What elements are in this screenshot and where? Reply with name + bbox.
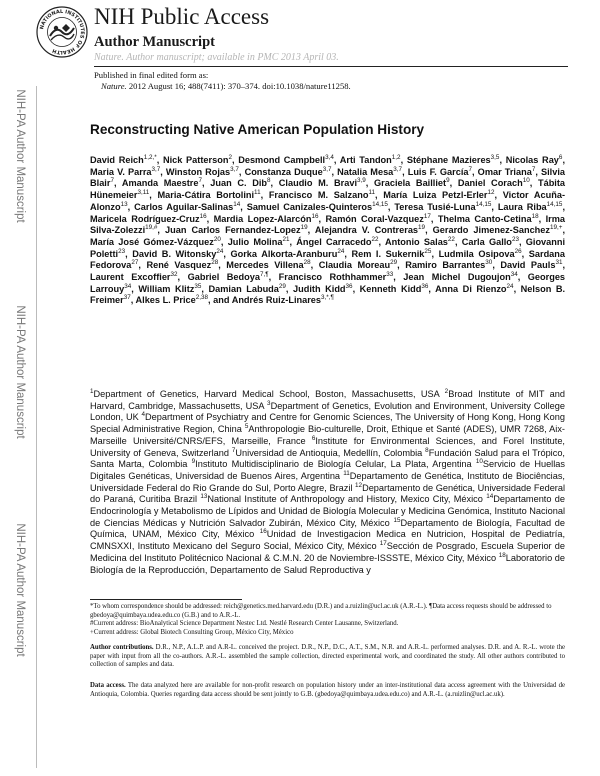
affiliation-number: 8 <box>425 446 429 454</box>
affiliation-number: 7 <box>231 446 236 454</box>
author-name: Ángel Carracedo <box>296 236 372 247</box>
author-name: Sardana Fedorova <box>90 248 566 271</box>
author-affiliation-marker: 3,9 <box>357 177 366 185</box>
author-name: Desmond Campbell <box>238 155 326 165</box>
author-affiliation-marker: 23 <box>511 235 519 243</box>
author <box>383 190 494 200</box>
author-affiliation-marker: 24 <box>506 282 514 290</box>
author <box>498 202 563 212</box>
author <box>90 237 221 247</box>
author <box>232 295 334 305</box>
affiliation-number: 3 <box>267 399 271 407</box>
author-name: Juan C. Dib <box>210 178 268 189</box>
author-affiliation-marker: 16 <box>311 212 319 220</box>
author-affiliation-marker: 25 <box>424 247 432 255</box>
author-affiliation-marker: 36 <box>345 282 353 290</box>
author-name: Antonio Salas <box>384 236 448 247</box>
author-name: Damian Labuda <box>208 283 279 294</box>
author <box>214 214 319 224</box>
author-affiliation-marker: 37 <box>123 294 131 302</box>
author <box>134 202 240 212</box>
affiliation-number: 6 <box>311 434 316 442</box>
author-name: Laura Riba <box>497 201 547 212</box>
author <box>385 237 455 247</box>
author-affiliation-marker: 14,15 <box>546 200 563 208</box>
author-name: Francisco M. Salzano <box>268 190 369 201</box>
author-affiliation-marker: 11 <box>254 189 261 197</box>
author-name: Maria V. Parra <box>90 166 152 177</box>
affiliation-text: Broad Institute of MIT and Harvard, Cambridge, Massachusetts, USA <box>90 389 565 411</box>
author <box>163 155 232 165</box>
author <box>394 202 491 212</box>
author-affiliation-marker: 6 <box>558 153 563 161</box>
affiliation-text: Departamento de Biología, Facultad de Química, UNAM, México City, México <box>90 517 565 540</box>
author <box>296 237 378 247</box>
author <box>407 155 500 165</box>
author <box>245 167 332 177</box>
author-contributions-heading: Author contributions. <box>90 644 154 651</box>
author-affiliation-marker: 12 <box>487 189 495 197</box>
author-name: Victor Acuña-Alonzo <box>90 190 566 212</box>
author <box>408 167 472 177</box>
author-name: William Klitz <box>138 283 195 294</box>
author-name: Claudia Moreau <box>318 260 391 271</box>
author-affiliation-marker: 7 <box>468 165 473 173</box>
author-affiliation-marker: 1,2,* <box>143 153 157 161</box>
affiliation-number: 10 <box>475 458 483 466</box>
author-affiliation-marker: 3,7 <box>151 165 161 173</box>
author-name: Mardia Lopez-Alarcón <box>213 213 312 224</box>
author-name: Daniel Corach <box>457 178 523 189</box>
side-label-bottom: NIH-PA Author Manuscript <box>14 523 26 657</box>
affiliation <box>232 448 422 458</box>
author-affiliation-marker: 29 <box>278 282 286 290</box>
author-name: Irma Silva-Zolezzi <box>90 213 565 236</box>
data-access-text: The data analyzed here are available for non-profit research on population history under an inter-institutional data access agreement with the Universidad de Antioquia, Colombia. Queries regarding data access should be sent jointly to G.B. (gbedoya@quimbaya.udea.edu.co) and A.R.-L. (a.ruizlin@ucl.ac.uk). <box>90 682 565 698</box>
author-name: Giovanni Poletti <box>90 236 566 259</box>
author <box>146 260 218 270</box>
author-affiliation-marker: 3,7 <box>393 165 403 173</box>
svg-text:NATIONAL INSTITUTES OF HEALTH: NATIONAL INSTITUTES OF HEALTH <box>39 8 86 56</box>
author <box>132 249 223 259</box>
author-name: Mercedes Villena <box>226 260 304 271</box>
author-name: Anna Di Rienzo <box>435 283 507 294</box>
author-name: David B. Witonsky <box>132 248 217 259</box>
author-affiliation-marker: 3,5 <box>490 153 500 161</box>
author-affiliation-marker: 19,+ <box>550 224 563 232</box>
author-name: Carla Gallo <box>461 236 512 247</box>
author <box>360 284 429 294</box>
author <box>269 190 375 200</box>
affiliation <box>90 389 439 399</box>
author <box>188 272 269 282</box>
author-name: David Pauls <box>500 260 556 271</box>
author <box>279 272 394 282</box>
author-name: Francisco Rothhammer <box>278 272 387 283</box>
author-name: Teresa Tusié-Luna <box>394 201 476 212</box>
author <box>433 225 563 235</box>
author-affiliation-marker: 16 <box>199 212 207 220</box>
author <box>403 272 517 282</box>
author-name: Arti Tandon <box>339 155 392 165</box>
author-contributions-text: D.R., N.P., A.L.P. and A.R-L. conceived the project. D.R., N.P., D.C., A.T., S.M., N.R. and A.R.-L. performed analyses. D.R. and A. R.-L. wrote the paper with input from all the co-authors. A.R.-L. assembled the sample collection, directed experimental work, and coordinated the study. All other authors contributed to collection of samples and data. <box>90 644 565 669</box>
affiliation-text: Laboratorio de Biología de la Reproducción, Departamento de Salud Reproductiva y <box>90 552 565 575</box>
author-affiliation-marker: 14 <box>233 200 241 208</box>
author-name: Silvia Blair <box>90 166 565 189</box>
author-affiliation-marker: 21 <box>282 235 290 243</box>
affiliation-text: Department of Genetics, Evolution and Environment, University College London, UK <box>90 400 565 423</box>
author-affiliation-marker: 34 <box>510 270 518 278</box>
author-affiliation-marker: 19 <box>300 224 308 232</box>
author-name: Graciela Bailliet <box>374 178 447 189</box>
author-name: Gorka Alkorta-Aranburu <box>230 248 338 259</box>
author <box>279 178 366 188</box>
author-affiliation-marker: 9 <box>446 177 450 185</box>
author-affiliation-marker: 36 <box>421 282 429 290</box>
affiliation-text: Universidad de Antioquia, Medellín, Colombia <box>235 447 423 458</box>
author-affiliation-marker: 35 <box>194 282 202 290</box>
author-affiliation-marker: 2,38 <box>195 294 209 302</box>
author-affiliation-marker: 22 <box>447 235 455 243</box>
affiliation-text: National Institute of Anthropology and History, Mexico City, México <box>207 494 483 505</box>
author-affiliation-marker: 24 <box>337 247 345 255</box>
author <box>247 202 388 212</box>
author <box>293 284 353 294</box>
affiliation <box>192 459 472 469</box>
margin-rule <box>36 86 37 768</box>
author <box>506 155 563 165</box>
author-name: Gerardo Jimenez-Sanchez <box>432 225 550 236</box>
author <box>325 214 430 224</box>
author-affiliation-marker: 19 <box>418 224 426 232</box>
author-affiliation-marker: 27 <box>131 259 139 267</box>
author-affiliation-marker: 2 <box>228 153 232 161</box>
affiliation-number: 18 <box>498 551 506 559</box>
author-name: Nicolas Ray <box>505 155 559 165</box>
author <box>405 260 492 270</box>
affiliation-number: 5 <box>244 423 249 431</box>
author-name: René Vasquez <box>146 260 212 271</box>
affiliation-text: Departamento de Endocrinología y Metabolismo de Lípidos and Unidad de Biología Molecular y Medicina Genómica, Instituto Nacional de Ciencias Médicas y Nutrición Salvador Zubirán, México City, México <box>90 494 566 528</box>
author-affiliation-marker: 7,¶ <box>259 270 269 278</box>
author <box>165 225 308 235</box>
author-affiliation-marker: 3,7 <box>230 165 239 173</box>
author <box>315 225 425 235</box>
author <box>337 167 402 177</box>
nih-seal-logo <box>36 6 88 58</box>
author <box>319 260 397 270</box>
data-access <box>90 682 565 699</box>
affiliation-number: 11 <box>343 469 350 477</box>
author-name: Andrés Ruiz-Linares <box>231 295 322 306</box>
affiliation-text: Departamento de Genética, Universidade Federal do Paraná, Curitiba Brazil <box>90 482 566 505</box>
affiliation <box>200 494 483 504</box>
author-affiliation-marker: 19,# <box>145 224 158 232</box>
affiliation-number: 9 <box>191 458 196 466</box>
affiliation-number: 12 <box>355 481 363 489</box>
author-name: Maria-Cátira Bortolini <box>157 190 255 201</box>
author-affiliation-marker: 7 <box>531 165 536 173</box>
author-name: Judith Kidd <box>293 283 346 294</box>
affiliation-text: Fundación Salud para el Trópico, Santa Marta, Colombia <box>90 447 565 470</box>
author <box>228 237 290 247</box>
author-affiliation-marker: 10 <box>522 177 530 185</box>
author <box>238 155 334 165</box>
author-affiliation-marker: 26 <box>514 247 522 255</box>
author-name: Stéphane Mazieres <box>406 155 491 165</box>
author <box>166 167 239 177</box>
author-affiliation-marker: 30 <box>485 259 493 267</box>
author-name: Nick Patterson <box>162 155 229 165</box>
author-affiliation-marker: 3,11 <box>137 189 150 197</box>
author-name: María Luiza Petzl-Erler <box>383 190 488 201</box>
author-affiliation-marker: 8 <box>267 177 271 185</box>
author-name: Alejandra V. Contreras <box>314 225 419 236</box>
author-affiliation-marker: 3,7 <box>322 165 332 173</box>
author <box>90 155 157 165</box>
author-name: Juan Carlos Fernandez-Lopez <box>164 225 301 236</box>
author-affiliation-marker: 3,4 <box>325 153 334 161</box>
author <box>230 249 344 259</box>
author-name: Ramiro Barrantes <box>405 260 486 271</box>
author <box>374 178 450 188</box>
author-name: Carlos Aguilar-Salinas <box>134 201 234 212</box>
author-name: Constanza Duque <box>244 166 323 177</box>
author-name: Thelma Canto-Cetina <box>437 213 532 224</box>
nih-public-access-title: NIH Public Access <box>94 4 270 29</box>
author-affiliation-marker: 20 <box>213 235 221 243</box>
author-name: Winston Rojas <box>165 166 231 177</box>
side-label-middle: NIH-PA Author Manuscript <box>14 305 26 439</box>
author-affiliation-marker: 33 <box>386 270 394 278</box>
author-affiliation-marker: 7 <box>110 177 114 185</box>
affiliation-number: 1 <box>90 387 94 395</box>
author-affiliation-marker: 18 <box>531 212 539 220</box>
author-affiliation-marker: 17 <box>423 212 431 220</box>
author-affiliation-marker: 22 <box>371 235 379 243</box>
author-name: Samuel Canizales-Quinteros <box>246 201 373 212</box>
author <box>458 178 530 188</box>
affiliation-number: 14 <box>486 493 494 501</box>
author <box>340 155 401 165</box>
author-name: Georges Larrouy <box>90 272 566 294</box>
affiliation-text: Department of Genetics, Harvard Medical School, Boston, Massachusetts, USA <box>93 389 440 399</box>
article-title: Reconstructing Native American Population History <box>90 122 425 137</box>
author-name: Luis F. García <box>407 166 469 177</box>
author <box>90 214 207 224</box>
affiliation-text: Departamento de Genética, Instituto de Biociências, Universidade Federal do Rio Grande do Sul, Porto Alegre, Brazil <box>90 470 565 493</box>
author <box>439 249 522 259</box>
footnote: +Current address: Global Biotech Consulting Group, México City, México <box>90 628 294 636</box>
affiliation-number: 17 <box>379 540 387 548</box>
author-affiliation-marker: 29 <box>390 259 398 267</box>
author <box>478 167 536 177</box>
author-manuscript-label: Author Manuscript <box>94 34 215 50</box>
author <box>136 295 209 305</box>
author-affiliation-marker: 32 <box>170 270 178 278</box>
footnote: #Current address: BioAnalytical Science Department Nestec Ltd. Nestlé Research Center Lausanne, Switzerland. <box>90 620 399 628</box>
affiliation-text: Institute for Environmental Sciences, and Forel Institute, University of Geneva, Switzerland <box>90 435 565 458</box>
author-name: Ramón Coral-Vazquez <box>325 213 424 224</box>
affiliation-list <box>90 389 565 576</box>
affiliation-number: 13 <box>200 493 208 501</box>
affiliation-number: 2 <box>444 387 449 395</box>
author-name: Ludmila Osipova <box>438 248 515 259</box>
author-name: Gabriel Bedoya <box>187 272 260 283</box>
author-affiliation-marker: 24 <box>216 247 224 255</box>
author-affiliation-marker: 1,2 <box>391 153 401 161</box>
footnote-rule <box>90 599 242 600</box>
affiliation-number: 4 <box>141 411 146 419</box>
author-name: Nelson B. Freimer <box>90 283 566 306</box>
footnote: *To whom correspondence should be addressed: reich@genetics.med.harvard.edu (D.R.) and a.ruizlin@ucl.ac.uk (A.R.-L.). ¶Data access requests should be addressed to gbedoya@quimbaya.udea.edu.co (G.B.) and to A.R.-L. <box>90 603 552 619</box>
affiliation-text: Department of Psychiatry and Centre for Genomic Sciences, The University of Hong Kong, Hong Kong Special Administrative Region, China <box>90 412 565 435</box>
author-name: Amanda Maestre <box>121 178 199 189</box>
affiliation-text: Servicio de Huellas Digitales Genéticas, Universidad de Buenos Aires, Argentina <box>90 459 565 481</box>
affiliation-number: 16 <box>259 528 267 536</box>
author-affiliation-marker: 31 <box>555 259 563 267</box>
author-name: Maricela Rodríguez-Cruz <box>90 213 200 224</box>
author <box>90 272 178 282</box>
author-affiliation-marker: 7 <box>198 177 203 185</box>
citation-details: 2012 August 16; 488(7411): 370–374. doi:10.1038/nature11258. <box>128 81 351 91</box>
author <box>500 260 562 270</box>
author-affiliation-marker: 14,15 <box>475 200 492 208</box>
author-name: Rem I. Sukernik <box>351 248 425 259</box>
author-affiliation-marker: 28 <box>211 259 219 267</box>
affiliation-text: Unidad de Investigacion Medica en Nutricion, Hospital de Pediatría, CMNSXXI, Instituto Mexicano del Seguro Social, México City, México <box>90 529 565 552</box>
author-contributions <box>90 644 565 670</box>
author-name: Jean Michel Dugoujon <box>403 272 511 283</box>
author-name: Tábita Hünemeier <box>90 178 566 201</box>
author-affiliation-marker: 23 <box>118 247 126 255</box>
data-access-heading: Data access. <box>90 682 126 689</box>
author <box>351 249 431 259</box>
author <box>158 190 261 200</box>
author-affiliation-marker: 28 <box>303 259 311 267</box>
author-affiliation-marker: 34 <box>124 282 132 290</box>
header-rule <box>94 66 568 67</box>
author <box>226 260 310 270</box>
author-name: Alkes L. Price <box>135 295 196 306</box>
author <box>462 237 519 247</box>
author <box>435 284 513 294</box>
author <box>138 284 201 294</box>
footnotes <box>90 603 565 637</box>
published-in-label: Published in final edited form as: <box>94 70 209 80</box>
author-name: Natalia Mesa <box>337 166 394 177</box>
author-name: María José Gómez-Vázquez <box>90 236 214 247</box>
author-affiliation-marker: 14,15 <box>372 200 388 208</box>
author <box>122 178 202 188</box>
author-name: Laurent Excoffier <box>90 272 171 283</box>
author-name: Claudio M. Bravi <box>278 178 357 189</box>
author-name: David Reich <box>90 155 144 165</box>
citation-line <box>101 81 351 91</box>
author <box>209 284 286 294</box>
author-list: David Reich$^{1,2,*}$, Nick Patterson$^2$, Desmond Campbell$^{3,4}$, Arti Tandon$^{1,2}$, Stéphane Mazieres$^{3,5}$, Nicolas Ray$^6$, Maria V. Parra$^{3,7}$, Winston Rojas$^{3,7}$, Constanza Duque$^{3,7}$, Natalia Mesa$^{3,7}$, Luis F. García$^7$, Omar Triana$^7$, Silvia Blair$^7$, Amanda Maestre$^7$, Juan C. Dib$^8$, Claudio M. Bravi$^{3,9}$, Graciela Bailliet$^9$, Daniel Corach$^{10}$, Tábita Hünemeier$^{3,11}$, Maria-Cátira Bortolini$^{11}$, Francisco M. Salzano$^{11}$, María Luiza Petzl-Erler$^{12}$, Victor Acuña-Alonzo$^{13}$, Carlos Aguilar-Salinas$^{14}$, Samuel Canizales-Quinteros$^{14,15}$, Teresa Tusié-Luna$^{14,15}$, Laura Riba$^{14,15}$, Maricela Rodríguez-Cruz$^{16}$, Mardia Lopez-Alarcón$^{16}$, Ramón Coral-Vazquez$^{17}$, Thelma Canto-Cetina$^{18}$, Irma Silva-Zolezzi$^{19,\#}$, Juan Carlos Fernandez-Lopez$^{19}$, Alejandra V. Contreras$^{19}$, Gerardo Jimenez-Sanchez$^{19,+}$, María José Gómez-Vázquez$^{20}$, Julio Molina$^{21}$, Ángel Carracedo$^{22}$, Antonio Salas$^{22}$, Carla Gallo$^{23}$, Giovanni Poletti$^{23}$, David B. Witonsky$^{24}$, Gorka Alkorta-Aranburu$^{24}$, Rem I. Sukernik$^{25}$, Ludmila Osipova$^{26}$, Sardana Fedorova$^{27}$, René Vasquez$^{28}$, Mercedes Villena$^{28}$, Claudia Moreau$^{29}$, Ramiro Barrantes$^{30}$, David Pauls$^{31}$, Laurent Excoffier$^{32}$, Gabriel Bedoya$^{7,\P}$, Francisco Rothhammer$^{33}$, Jean Michel Dugoujon$^{34}$, Georges Larrouy$^{34}$, William Klitz$^{35}$, Damian Labuda$^{29}$, Judith Kidd$^{36}$, Kenneth Kidd$^{36}$, Anna Di Rienzo$^{24}$, Nelson B. Freimer$^{37}$, Alkes L. Price$^{2,38}$, and Andrés Ruiz-Linares$^{3,*,\P}$ <box>90 153 566 306</box>
affiliation-text: Instituto Multidisciplinario de Biología Celular, La Plata, Argentina <box>195 459 472 470</box>
affiliation-text: Anthropologie Bio-culturelle, Droit, Ethique et Santé (ADES), UMR 7268, Aix-Marseille Université/CNRS/EFS, Marseille, France <box>90 424 565 446</box>
author-affiliation-marker: 3,*,¶ <box>321 294 334 302</box>
pmc-availability-notice: Nature. Author manuscript; available in PMC 2013 April 03. <box>94 52 339 63</box>
author-affiliation-marker: 11 <box>368 189 375 197</box>
author-name: Omar Triana <box>477 166 532 177</box>
author-name: Julio Molina <box>227 236 283 247</box>
author <box>210 178 270 188</box>
side-label-top: NIH-PA Author Manuscript <box>14 89 26 223</box>
author-name: Kenneth Kidd <box>359 283 422 294</box>
author-affiliation-marker: 13 <box>120 200 128 208</box>
author <box>438 214 539 224</box>
journal-name: Nature. <box>101 81 127 91</box>
affiliation-text: Sección de Posgrado, Escuela Superior de Medicina del Instituto Politécnico Nacional & C.M.N. 20 de Noviembre-ISSSTE, México City, México <box>90 541 565 563</box>
author <box>90 167 160 177</box>
affiliation-number: 15 <box>393 516 401 524</box>
